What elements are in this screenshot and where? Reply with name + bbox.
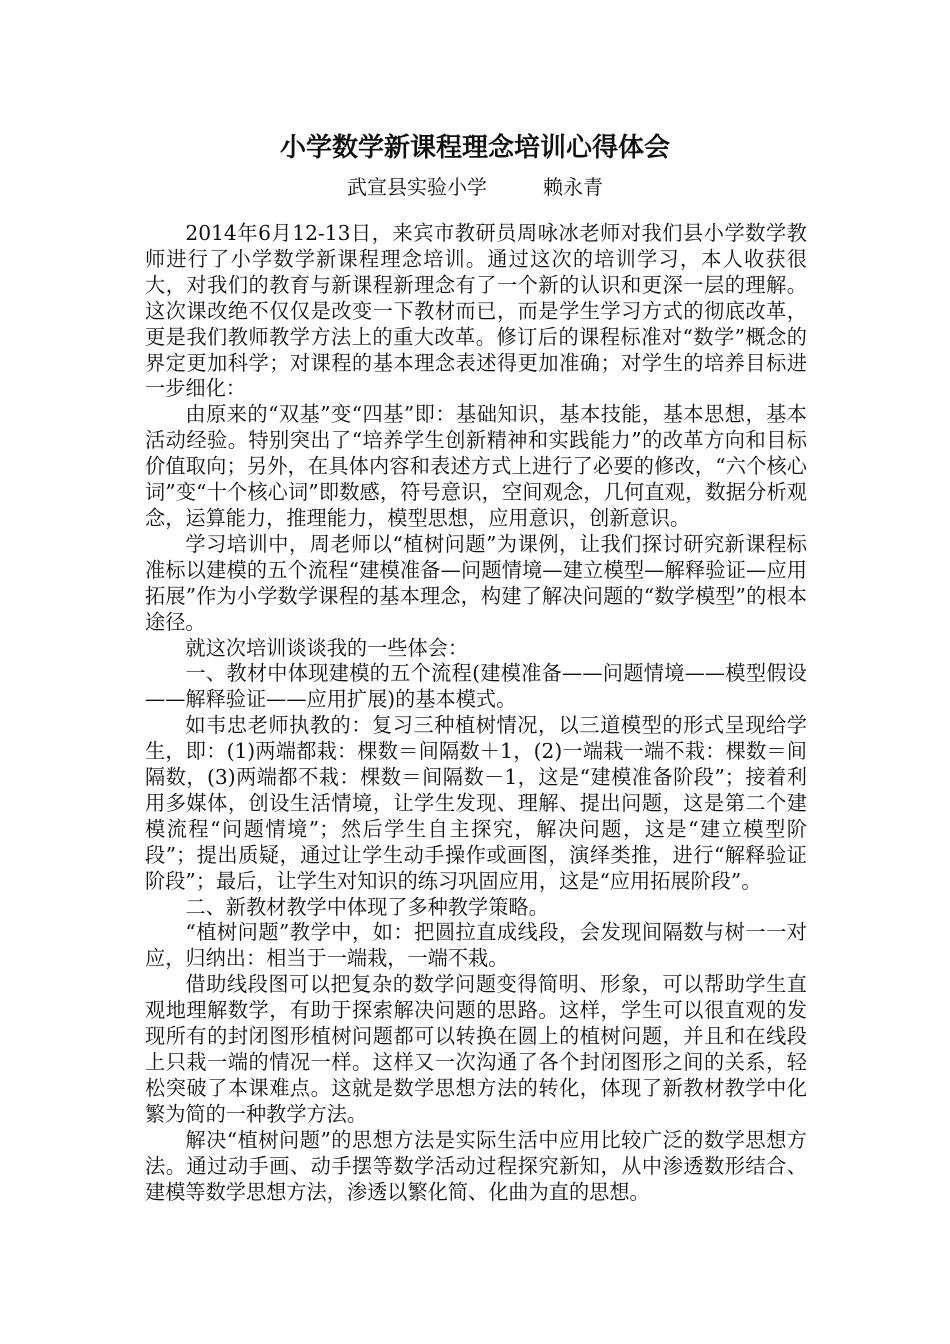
paragraph: 学习培训中，周老师以“植树问题”为课例，让我们探讨研究新课程标准标以建模的五个流程“建模准备—问题情境—建立模型—解释验证—应用拓展”作为小学数学课程的基本理念，构建了解决问题的“数学模型”的根本途径。: [145, 531, 807, 634]
paragraph: 由原来的“双基”变“四基”即：基础知识，基本技能，基本思想，基本活动经验。特别突出了“培养学生创新精神和实践能力”的改革方向和目标价值取向；另外，在具体内容和表述方式上进行了必要的修改，“六个核心词”变“十个核心词”即数感，符号意识，空间观念，几何直观，数据分析观念，运算能力，推理能力，模型思想，应用意识，创新意识。: [145, 402, 807, 530]
paragraph: “植树问题”教学中，如：把圆拉直成线段，会发现间隔数与树一一对应，归纳出：相当于一端栽，一端不栽。: [145, 920, 807, 971]
paragraph: 就这次培训谈谈我的一些体会：: [185, 635, 469, 660]
paragraph: 借助线段图可以把复杂的数学问题变得简明、形象，可以帮助学生直观地理解数学，有助于探索解决问题的思路。这样，学生可以很直观的发现所有的封闭图形植树问题都可以转换在圆上的植树问题，并且和在线段上只栽一端的情况一样。这样又一次沟通了各个封闭图形之间的关系，轻松突破了本课难点。这就是数学思想方法的转化，体现了新教材教学中化繁为简的一种教学方法。: [145, 972, 807, 1126]
author-name: 赖永青: [543, 175, 603, 199]
document-body: [145, 221, 807, 1205]
paragraph: 一、教材中体现建模的五个流程(建模准备——问题情境——模型假设——解释验证——应用扩展)的基本模式。: [145, 661, 807, 712]
document-title: 小学数学新课程理念培训心得体会: [279, 133, 670, 163]
paragraph: 2014年6月12-13日，来宾市教研员周咏冰老师对我们县小学数学教师进行了小学数学新课程理念培训。通过这次的培训学习，本人收获很大，对我们的教育与新课程新理念有了一个新的认识和更深一层的理解。这次课改绝不仅仅是改变一下教材而已，而是学生学习方式的彻底改革，更是我们教师教学方法上的重大改革。修订后的课程标准对“数学”概念的界定更加科学；对课程的基本理念表述得更加准确；对学生的培养目标进一步细化：: [145, 221, 807, 401]
paragraph: 二、新教材教学中体现了多种教学策略。: [185, 894, 549, 919]
byline: [0, 170, 950, 204]
school-name: 武宣县实验小学: [347, 175, 487, 199]
paragraph: 解决“植树问题”的思想方法是实际生活中应用比较广泛的数学思想方法。通过动手画、动手摆等数学活动过程探究新知，从中渗透数形结合、建模等数学思想方法，渗透以繁化简、化曲为直的思想。: [145, 1127, 807, 1204]
paragraph: 如韦忠老师执教的：复习三种植树情况，以三道模型的形式呈现给学生，即：(1)两端都栽：棵数＝间隔数＋1，(2)一端栽一端不栽：棵数＝间隔数，(3)两端都不栽：棵数＝间隔数－1，这是“建模准备阶段”；接着利用多媒体，创设生活情境，让学生发现、理解、提出问题，这是第二个建模流程“问题情境”；然后学生自主探究，解决问题，这是“建立模型阶段”；提出质疑，通过让学生动手操作或画图，演绎类推，进行“解释验证阶段”；最后，让学生对知识的练习巩固应用，这是“应用拓展阶段”。: [145, 713, 807, 893]
